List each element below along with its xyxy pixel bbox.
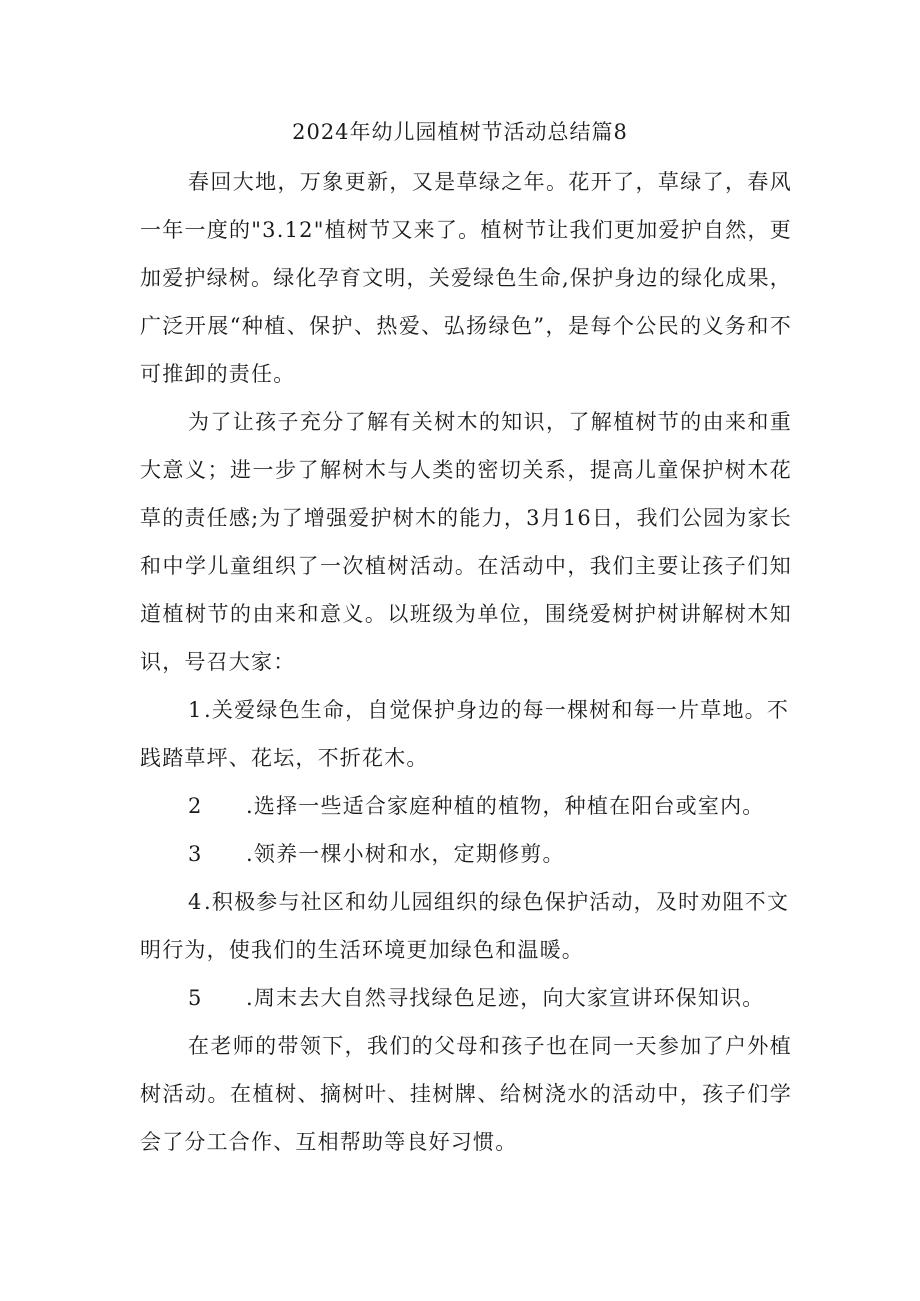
document-title: 2024年幼儿园植树节活动总结篇8 [292,120,628,144]
list-item-number: 5 [188,986,203,1010]
list-item-text: .领养一棵小树和水，定期修剪。 [246,842,565,866]
list-item-text: .积极参与社区和幼儿园组织的绿色保护活动，及时劝阻不文明行为，使我们的生活环境更加绿色和温暖。 [140,890,790,962]
list-item-text: .选择一些适合家庭种植的植物，种植在阳台或室内。 [246,794,765,818]
list-item-text: .周末去大自然寻找绿色足迹，向大家宣讲环保知识。 [246,986,765,1010]
list-item-5 [140,974,792,1022]
list-item-number: 1 [188,698,203,722]
list-item-2 [140,782,792,830]
list-item-4 [140,878,792,974]
list-item-1 [140,686,792,782]
list-item-3 [140,830,792,878]
paragraph-intro: 春回大地，万象更新，又是草绿之年。花开了，草绿了，春风一年一度的"3.12"植树节又来了。植树节让我们更加爱护自然，更加爱护绿树。绿化孕育文明，关爱绿色生命,保护身边的绿化成果，广泛开展“种植、保护、热爱、弘扬绿色”，是每个公民的义务和不可推卸的责任。 [140,170,792,386]
list-item-number: 4 [188,890,203,914]
list-item-number: 2 [188,794,203,818]
list-item-number: 3 [188,842,203,866]
paragraph-purpose: 为了让孩子充分了解有关树木的知识，了解植树节的由来和重大意义；进一步了解树木与人类的密切关系，提高儿童保护树木花草的责任感;为了增强爱护树木的能力，3月16日，我们公园为家长和中学儿童组织了一次植树活动。在活动中，我们主要让孩子们知道植树节的由来和意义。以班级为单位，围绕爱树护树讲解树木知识，号召大家： [140,410,792,674]
paragraph-closing: 在老师的带领下，我们的父母和孩子也在同一天参加了户外植树活动。在植树、摘树叶、挂树牌、给树浇水的活动中，孩子们学会了分工合作、互相帮助等良好习惯。 [140,1034,792,1154]
list-item-text: .关爱绿色生命，自觉保护身边的每一棵树和每一片草地。不践踏草坪、花坛，不折花木。 [140,698,790,770]
